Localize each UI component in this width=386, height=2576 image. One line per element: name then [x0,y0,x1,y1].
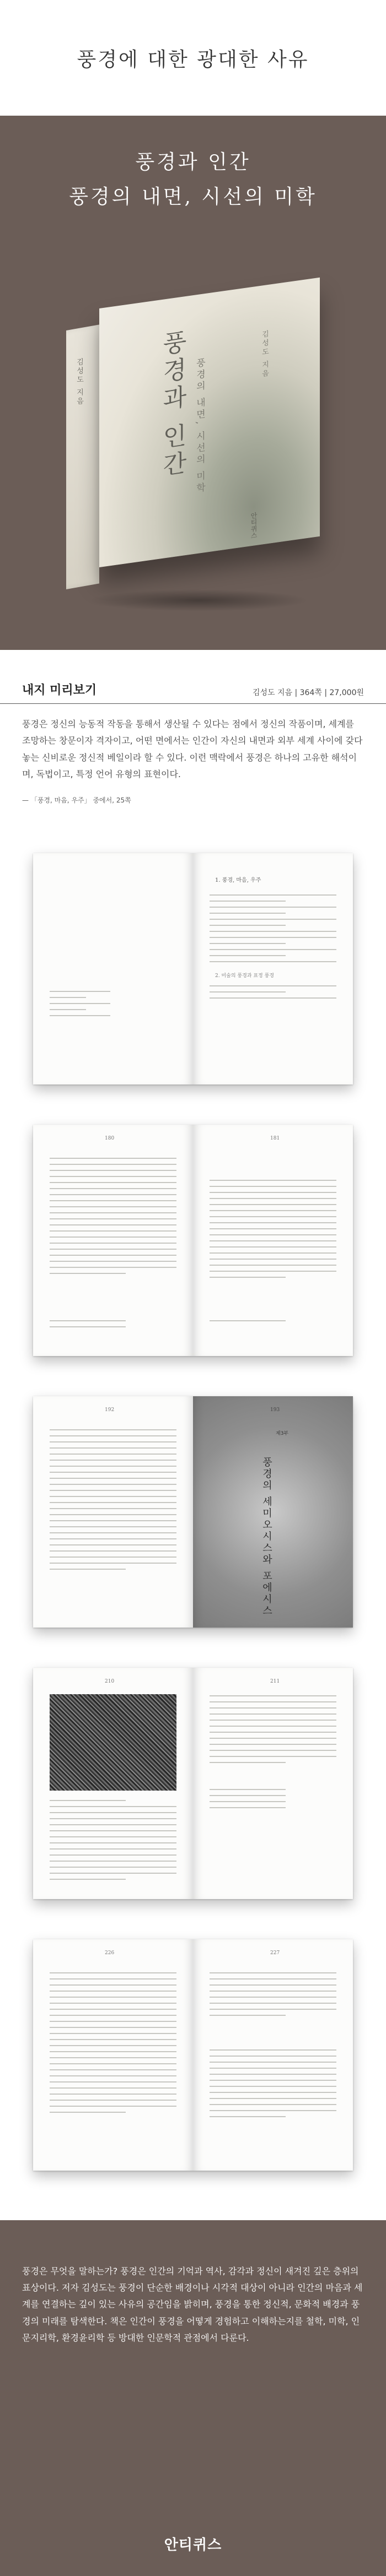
chapter-divider-page [193,1396,353,1628]
book-cover-title: 풍경과 인간 [158,328,186,481]
closing-text: 풍경은 무엇을 말하는가? 풍경은 인간의 기억과 역사, 감각과 정신이 새겨진 깊은 층위의 표상이다. 저자 김성도는 풍경이 단순한 배경이나 시각적 대상이 아니라 인간의 마음과 세계를 연결하는 깊이 있는 사유의 공간임을 밝히며, 풍경을 통한 정신적, 문화적 배경과 풍경의 미래를 탐색한다. 책은 인간이 풍경을 어떻게 경험하고 이해하는지를 철학, 미학, 인문지리학, 환경윤리학 등 방대한 인문학적 관점에서 다룬다. [22,2265,363,2344]
hero-titles [0,116,386,209]
hero-subtitle: 풍경의 내면, 시선의 미학 [69,186,317,208]
page-spread-2 [33,1125,353,1356]
book-mockup [66,292,325,578]
toc-section-title: 2. 미술의 풍경과 표정 풍경 [215,973,274,979]
spread-page-left [33,1125,193,1356]
publisher-logo: 안티퀴스 [164,2536,222,2553]
spread-page-left [33,1396,193,1628]
hero-section [0,116,386,650]
quote-source: — 「풍경, 마음, 우주」 중에서, 25쪽 [22,796,131,804]
page-number: 226 [105,1950,115,1956]
page-title: 풍경에 대한 광대한 사유 [77,48,309,71]
page-number: 181 [270,1135,280,1141]
page-spread-3 [33,1396,353,1628]
book-shadow [88,589,309,611]
spread-page-left [33,1939,193,2171]
toc-title: 1. 풍경, 마음, 우주 [215,877,261,883]
top-title-section [0,0,386,116]
book-spine-text: 김성도 지음 [75,358,83,406]
book-cover-author: 김성도 지음 [260,329,269,379]
preview-intro: 풍경은 정신의 능동적 작동을 통해서 생산될 수 있다는 점에서 정신의 작품이며, 세계를 조망하는 창문이자 격자이고, 어떤 면에서는 인간이 자신의 내면과 외부 세계 사이에 갖다 놓는 신비로운 정신적 베일이라 할 수 있다. 이런 맥락에서 풍경은 하나의 고유한 해석이며, 독법이고, 특정 언어 유형의 표현이다. [22,719,363,780]
page-spread-5 [33,1939,353,2171]
hero-title: 풍경과 인간 [135,151,251,173]
spread-page-right [193,1125,353,1356]
book-cover-publisher: 안티퀴스 [250,512,258,540]
preview-heading: 내지 미리보기 [22,684,97,697]
book-meta: 김성도 지음 | 364쪽 | 27,000원 [252,688,364,697]
book-cover-subtitle: 풍경의 내면, 시선의 미학 [194,357,205,496]
spread-page-right [193,1668,353,1899]
preview-section [0,650,386,805]
book-cover [99,278,320,567]
preview-header [0,650,386,704]
chapter-part-label: 제3부 [276,1430,289,1436]
page-spread-4 [33,1668,353,1899]
spread-page-left [33,853,193,1084]
chapter-title: 풍경의 세미오시스와 포에시스 [261,1456,272,1617]
page-number: 193 [270,1407,280,1413]
page-number: 227 [270,1950,280,1956]
page-number: 180 [105,1135,115,1141]
landscape-photo [50,1694,176,1791]
spread-page-right [193,853,353,1084]
spread-page-left [33,1668,193,1899]
page-number: 192 [105,1407,115,1413]
page-number: 210 [105,1678,115,1684]
page-number: 211 [270,1678,280,1684]
spread-page-right [193,1939,353,2171]
closing-section [0,2220,386,2576]
page-spread-1 [33,853,353,1084]
